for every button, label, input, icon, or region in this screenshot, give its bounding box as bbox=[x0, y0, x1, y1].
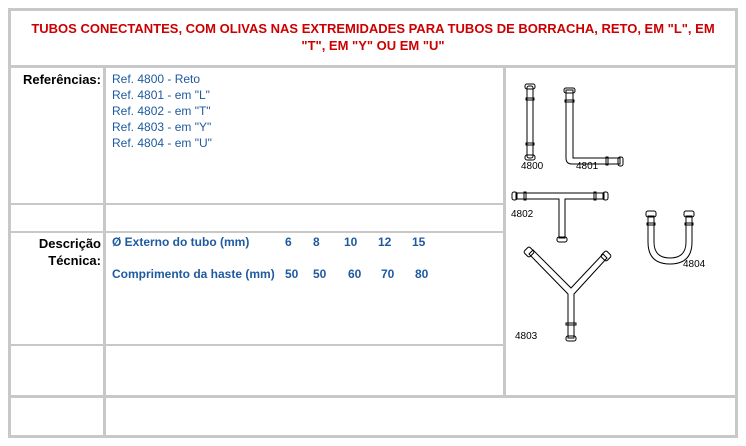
figure-label-4800: 4800 bbox=[521, 161, 544, 172]
reference-item: Ref. 4804 - em "U" bbox=[112, 136, 212, 150]
l-tube-icon bbox=[564, 88, 623, 166]
figure-label-4802: 4802 bbox=[511, 209, 534, 220]
spec-row2-value: 60 bbox=[348, 267, 362, 281]
straight-tube-icon bbox=[525, 84, 535, 160]
spec-row2-value: 50 bbox=[285, 267, 299, 281]
spec-row1-value: 6 bbox=[285, 235, 292, 249]
product-table bbox=[8, 8, 738, 438]
references-label: Referências: bbox=[22, 72, 101, 87]
reference-item: Ref. 4803 - em "Y" bbox=[112, 120, 212, 134]
description-label-line2: Técnica: bbox=[48, 253, 101, 268]
spec-row2-value: 50 bbox=[313, 267, 327, 281]
spec-row2-value: 70 bbox=[381, 267, 395, 281]
spec-row2-label: Comprimento da haste (mm) bbox=[112, 267, 275, 281]
connector-figures bbox=[506, 68, 736, 398]
spec-row1-value: 10 bbox=[344, 235, 358, 249]
reference-item: Ref. 4800 - Reto bbox=[112, 72, 201, 86]
spec-row1-label: Ø Externo do tubo (mm) bbox=[112, 235, 250, 249]
divider bbox=[11, 231, 503, 233]
y-tube-icon bbox=[523, 246, 611, 341]
description-label-line1: Descrição bbox=[38, 236, 101, 251]
spec-row1-value: 8 bbox=[313, 235, 320, 249]
description-label bbox=[15, 235, 101, 269]
figure-label-4801: 4801 bbox=[576, 161, 599, 172]
u-tube-icon bbox=[646, 211, 694, 264]
spec-row2-value: 80 bbox=[415, 267, 429, 281]
figure-label-4804: 4804 bbox=[683, 259, 706, 270]
reference-item: Ref. 4802 - em "T" bbox=[112, 104, 211, 118]
page-title: TUBOS CONECTANTES, COM OLIVAS NAS EXTREMIDADES PARA TUBOS DE BORRACHA, RETO, EM "L", EM "T", EM "Y" OU EM "U" bbox=[31, 21, 715, 53]
figure-label-4803: 4803 bbox=[515, 331, 538, 342]
spec-row1-value: 12 bbox=[378, 235, 392, 249]
divider bbox=[103, 65, 106, 435]
spec-row1-value: 15 bbox=[412, 235, 426, 249]
divider bbox=[11, 203, 503, 205]
reference-item: Ref. 4801 - em "L" bbox=[112, 88, 210, 102]
divider bbox=[11, 344, 503, 346]
